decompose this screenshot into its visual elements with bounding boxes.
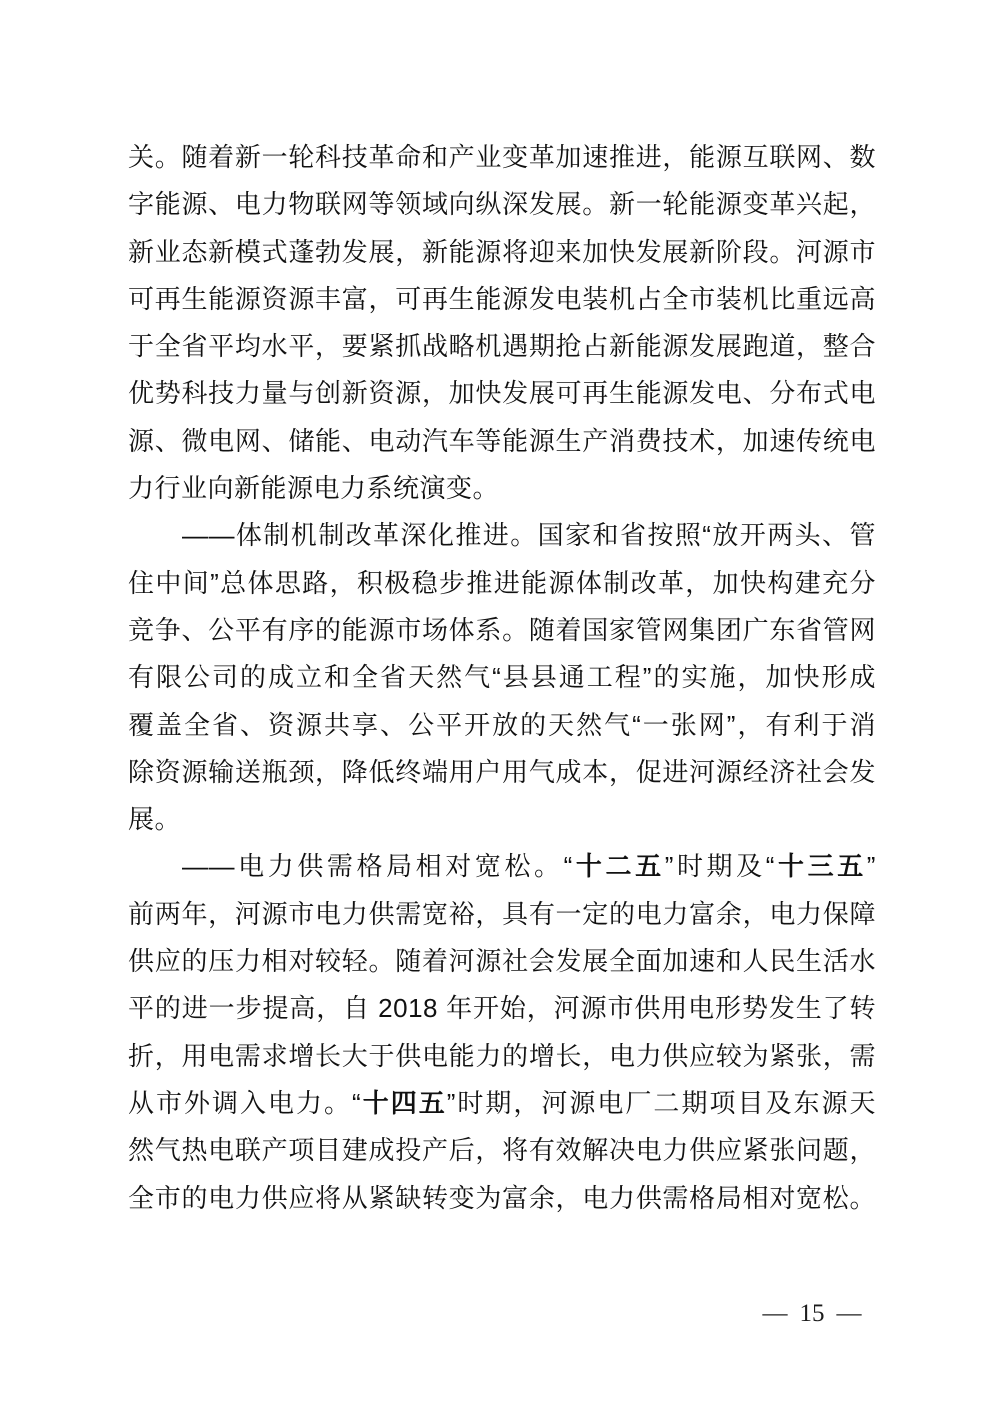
text-segment: 展。 bbox=[128, 804, 182, 835]
text-line bbox=[128, 229, 876, 276]
text-line bbox=[128, 843, 876, 890]
text-segment: ” bbox=[866, 851, 876, 882]
text-segment: 有限公司的成立和全省天然气“县县通工程”的实施，加快形成 bbox=[128, 662, 876, 693]
text-segment: 然气热电联产项目建成投产后，将有效解决电力供应紧张问题， bbox=[128, 1135, 876, 1166]
text-line bbox=[128, 607, 876, 654]
text-segment: 前两年，河源市电力供需宽裕，具有一定的电力富余，电力保障 bbox=[128, 898, 876, 929]
text-segment: 平的进一步提高，自 2018 年开始，河源市供用电形势发生了转 bbox=[128, 993, 876, 1024]
text-segment: ”时期，河源电厂二期项目及东源天 bbox=[446, 1087, 876, 1118]
text-line bbox=[128, 891, 876, 938]
text-line bbox=[128, 1175, 876, 1222]
page-number: 15 bbox=[799, 1300, 825, 1327]
text-line bbox=[128, 560, 876, 607]
text-line bbox=[128, 370, 876, 417]
body-text bbox=[128, 134, 876, 1222]
text-line bbox=[128, 796, 876, 843]
text-line bbox=[128, 1080, 876, 1127]
text-line bbox=[128, 654, 876, 701]
text-segment: 关。随着新一轮科技革命和产业变革加速推进，能源互联网、数 bbox=[128, 142, 876, 172]
text-line bbox=[128, 938, 876, 985]
text-segment: ——电力供需格局相对宽松。“ bbox=[182, 851, 573, 882]
text-segment: 竞争、公平有序的能源市场体系。随着国家管网集团广东省管网 bbox=[128, 614, 876, 645]
text-line bbox=[128, 134, 876, 181]
text-segment: 可再生能源资源丰富，可再生能源发电装机占全市装机比重远高 bbox=[128, 283, 876, 314]
text-segment: 全市的电力供应将从紧缺转变为富余，电力供需格局相对宽松。 bbox=[128, 1182, 876, 1213]
text-line bbox=[128, 749, 876, 796]
text-segment: 从市外调入电力。“ bbox=[128, 1087, 362, 1118]
text-segment: 折，用电需求增长大于供电能力的增长，电力供应较为紧张，需 bbox=[128, 1040, 876, 1071]
text-segment: 于全省平均水平，要紧抓战略机遇期抢占新能源发展跑道，整合 bbox=[128, 331, 876, 362]
text-segment: 优势科技力量与创新资源，加快发展可再生能源发电、分布式电 bbox=[128, 378, 876, 409]
text-line bbox=[128, 1033, 876, 1080]
text-segment: ——体制机制改革深化推进。国家和省按照“放开两头、管 bbox=[182, 520, 876, 551]
emphasized-plan-term: 十三五 bbox=[774, 851, 867, 882]
text-segment: 力行业向新能源电力系统演变。 bbox=[128, 473, 500, 504]
text-segment: 源、微电网、储能、电动汽车等能源生产消费技术，加速传统电 bbox=[128, 425, 876, 456]
text-segment: 字能源、电力物联网等领域向纵深发展。新一轮能源变革兴起， bbox=[128, 189, 876, 220]
text-line bbox=[128, 702, 876, 749]
text-segment: ”时期及“ bbox=[664, 851, 775, 882]
text-segment: 覆盖全省、资源共享、公平开放的天然气“一张网”，有利于消 bbox=[128, 709, 876, 740]
text-line bbox=[128, 418, 876, 465]
text-segment: 新业态新模式蓬勃发展，新能源将迎来加快发展新阶段。河源市 bbox=[128, 236, 876, 267]
page-footer bbox=[702, 1300, 922, 1328]
emphasized-plan-term: 十二五 bbox=[572, 851, 665, 882]
footer-dash-left: — bbox=[762, 1300, 788, 1327]
text-segment: 除资源输送瓶颈，降低终端用户用气成本，促进河源经济社会发 bbox=[128, 756, 876, 787]
text-line bbox=[128, 512, 876, 559]
text-line bbox=[128, 181, 876, 228]
text-line bbox=[128, 465, 876, 512]
footer-dash-right: — bbox=[836, 1300, 862, 1327]
text-line bbox=[128, 985, 876, 1032]
emphasized-plan-term: 十四五 bbox=[361, 1087, 447, 1118]
text-segment: 供应的压力相对较轻。随着河源社会发展全面加速和人民生活水 bbox=[128, 946, 876, 977]
text-segment: 住中间”总体思路，积极稳步推进能源体制改革，加快构建充分 bbox=[128, 567, 876, 598]
text-line bbox=[128, 323, 876, 370]
text-line bbox=[128, 1127, 876, 1174]
text-line bbox=[128, 276, 876, 323]
